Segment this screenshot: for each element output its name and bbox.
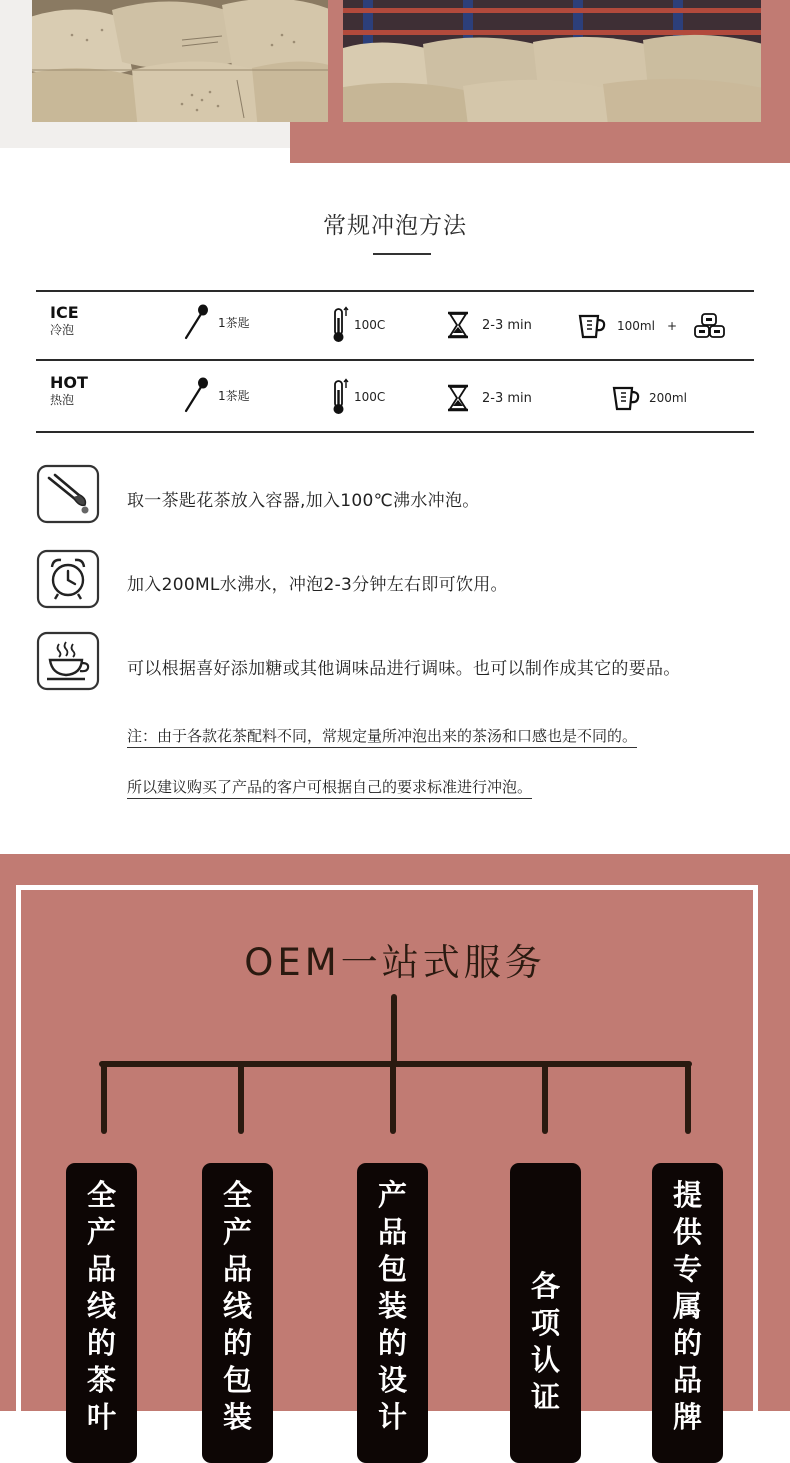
hot-temp-text: 100C: [354, 390, 386, 404]
hot-water-text: 200ml: [649, 391, 687, 405]
ice-water-text: 100ml: [617, 319, 655, 333]
ice-temp-cell: [330, 306, 385, 344]
note-line-1: 注：由于各款花茶配料不同，常规定量所冲泡出来的茶汤和口感也是不同的。: [127, 725, 637, 748]
service-pill-brand: [652, 1163, 723, 1463]
hot-water-cell: [611, 384, 687, 412]
ice-spoon-text: 1茶匙: [218, 315, 250, 330]
hot-row-label: [50, 374, 88, 408]
oem-title: OEM一站式服务: [244, 941, 546, 984]
plus-sign: +: [666, 319, 677, 333]
hot-spoon-text: 1茶匙: [218, 388, 250, 403]
table-bottom-rule: [36, 431, 754, 433]
spoon-icon: [182, 377, 210, 413]
hot-time-cell: [446, 384, 532, 412]
alarm-clock-icon: [35, 548, 101, 610]
service-tree-connector: [0, 854, 790, 1154]
measuring-cup-icon: [611, 384, 641, 412]
ice-temp-text: 100C: [354, 318, 386, 332]
step-3-text: 可以根据喜好添加糖或其他调味品进行调味。也可以制作成其它的要品。: [127, 659, 681, 679]
ice-cubes-icon: [693, 312, 727, 340]
service-pill-brand-label: 提 供 专 属 的 品 牌: [672, 1178, 702, 1434]
steaming-cup-icon: [35, 630, 101, 692]
ice-label-en: ICE: [50, 303, 79, 322]
ice-time-text: 2-3 min: [482, 317, 532, 333]
note-line-2: 所以建议购买了产品的客户可根据自己的要求标准进行冲泡。: [127, 776, 532, 799]
hourglass-icon: [446, 384, 470, 412]
thermometer-icon: [330, 378, 352, 416]
step-2-text: 加入200ML水沸水，冲泡2-3分钟左右即可饮用。: [127, 575, 508, 595]
hot-temp-cell: [330, 378, 385, 416]
thermometer-icon: [330, 306, 352, 344]
table-middle-rule: [36, 359, 754, 361]
service-pill-design: [357, 1163, 428, 1463]
hot-time-text: 2-3 min: [482, 390, 532, 406]
ice-spoon-cell: [182, 304, 250, 340]
ice-time-cell: [446, 311, 532, 339]
ice-row-label: [50, 304, 79, 338]
table-top-rule: [36, 290, 754, 292]
service-pill-certification-label: 各 项 认 证: [530, 1269, 560, 1414]
step-1-text: 取一茶匙花茶放入容器,加入100℃沸水冲泡。: [127, 491, 480, 511]
spoon-icon: [182, 304, 210, 340]
title-underline: [373, 253, 431, 255]
hot-spoon-cell: [182, 377, 250, 413]
hot-label-en: HOT: [50, 373, 88, 392]
hourglass-icon: [446, 311, 470, 339]
service-pill-packaging-label: 全 产 品 线 的 包 装: [222, 1178, 252, 1434]
tea-sacks-photo: [32, 0, 328, 122]
warehouse-photo-strip: [0, 0, 790, 165]
service-pill-design-label: 产 品 包 装 的 设 计: [377, 1178, 407, 1434]
oem-service-section: [0, 854, 790, 1434]
service-pill-certification: [510, 1163, 581, 1463]
measuring-cup-icon: [577, 312, 607, 340]
warehouse-racks-photo: [343, 0, 761, 122]
ice-water-cell: [577, 312, 727, 340]
service-pill-packaging: [202, 1163, 273, 1463]
hot-label-zh: 热泡: [50, 393, 75, 407]
service-pill-tea-label: 全 产 品 线 的 茶 叶: [86, 1178, 116, 1434]
service-pill-tea: [66, 1163, 137, 1463]
tongs-icon: [35, 463, 101, 525]
ice-label-zh: 冷泡: [50, 323, 75, 337]
brewing-method-title: 常规冲泡方法: [323, 213, 467, 239]
